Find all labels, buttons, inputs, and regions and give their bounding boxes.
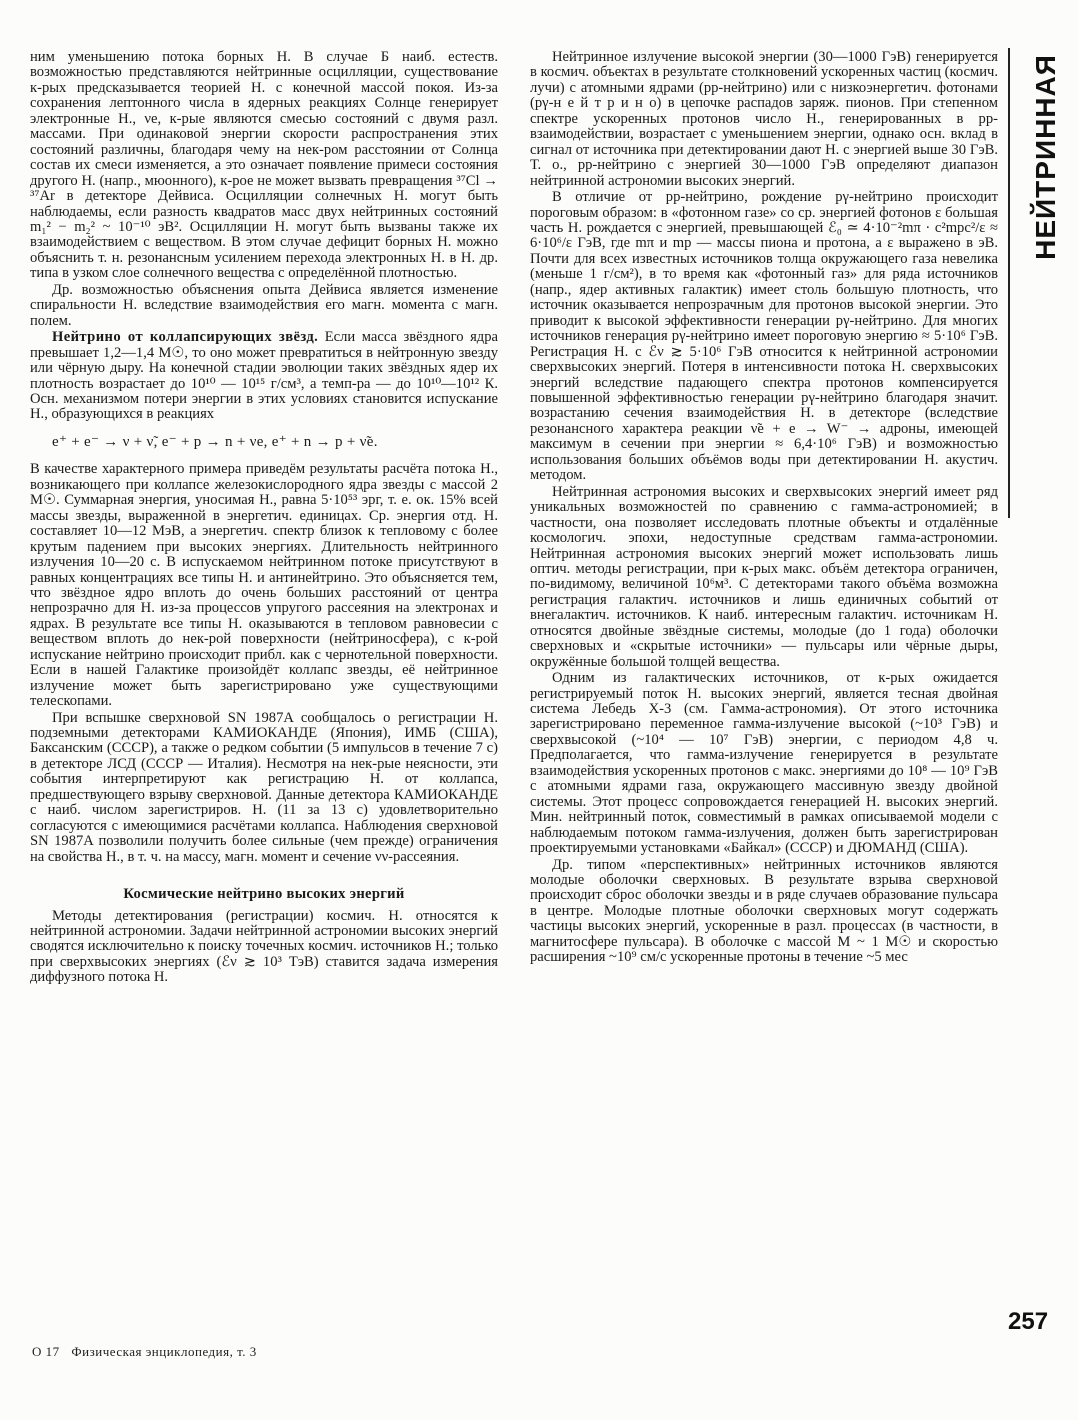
left-paragraph-2: Др. возможностью объяснения опыта Дейвиса является изменение спиральности Н. вследствие взаимодействия его магн. момента с магн. полем.	[30, 281, 498, 329]
left-paragraph-6: Методы детектирования (регистрации) космич. Н. относятся к нейтринной астрономии. Задачи нейтринной астрономии высоких энергий сводятся исключительно к поиску точечных космич. источников Н.; только при сверхвысоких энергиях (ℰν ≳ 10³ ТэВ) ставится задача измерения диффузного потока Н.	[30, 907, 498, 986]
right-column	[530, 50, 998, 966]
reaction-formula: e⁺ + e⁻ → ν + ν̃, e⁻ + p → n + νe, e⁺ + n → p + ν̃e.	[52, 433, 378, 450]
left-paragraph-3	[30, 330, 498, 423]
footer-mark: О 17	[32, 1344, 60, 1359]
footer	[32, 1344, 257, 1360]
left-paragraph-1: ним уменьшению потока борных Н. В случае Б наиб. естеств. возможностью представляются нейтринные осцилляции, существование к-рых предсказывается теорией Н. с конечной массой покоя. Из-за сохранения лептонного числа в ядерных реакциях Солнце генерирует электронные Н., νe, к-рые являются смесью состояний с двумя разл. массами. При одинаковой энергии скорости распространения этих состояний различны, благодаря чему на нек-ром расстоянии от Солнца состав их смеси изменяется, а это означает появление примеси состояния другого Н. (напр., мюонного), к-рое не может вызвать превращения ³⁷Cl → ³⁷Ar в детекторе Дейвиса. Осцилляции солнечных Н. могут быть наблюдаемы, если разность квадратов масс двух нейтринных состояний m₁² − m₂² ~ 10⁻¹⁰ эВ². Осцилляции Н. могут быть вызваны также их взаимодействием с веществом. В этом случае дефицит борных Н. можно объяснить т. н. резонансным усилением перехода электронных Н. в Н. др. типа в узком слое солнечного вещества с определённой плотностью.	[30, 49, 498, 282]
right-paragraph-3: Нейтринная астрономия высоких и сверхвысоких энергий имеет ряд уникальных возможностей по сравнению с гамма-астрономией; в частности, она позволяет исследовать плотные объекты и отдалённые космологич. эпохи, недоступные средствам гамма-астрономии. Нейтринная астрономия высоких энергий может использовать лишь оптич. методы регистрации, при к-рых макс. объём детектора ограничен, по-видимому, величиной 10⁶м³. С детекторами такого объёма возможна регистрация галактич. источников и лишь единичных событий от внегалактич. источников. К наиб. интересным галактич. источникам Н. относятся двойные звёздные системы, молодые (до 1 года) оболочки сверхновых и «скрытые источники» — пульсары или чёрные дыры, окружённые большой толщей вещества.	[530, 483, 998, 670]
page-number: 257	[1008, 1308, 1049, 1335]
left-column	[30, 50, 498, 986]
left-paragraph-3-text: Если масса звёздного ядра превышает 1,2—1,4 M☉, то оно может превратиться в нейтронную звезду или чёрную дыру. На конечной стадии эволюции таких звёздных ядер их плотность возрастает до 10¹⁰ — 10¹⁵ г/см³, а темп-ра — до 10¹⁰—10¹² К. Осн. механизмом потери энергии в этих условиях становится испускание Н., образующихся в реакциях	[30, 329, 498, 423]
collapse-heading: Нейтрино от коллапсирующих звёзд.	[52, 329, 319, 346]
left-paragraph-5: При вспышке сверхновой SN 1987A сообщалось о регистрации Н. подземными детекторами КАМИОКАНДЕ (Япония), ИМБ (США), Баксанским (СССР), а также о редком событии (5 импульсов в течение 7 с) в детекторе ЛСД (СССР — Италия). Несмотря на нек-рые неясности, эти события интерпретируют как регистрацию Н. от коллапса, предшествующего взрыву сверхновой. Данные детектора КАМИОКАНДЕ с наиб. числом зарегистриров. Н. (11 за 13 с) удовлетворительно согласуются с имеющимися расчётами коллапса. Наблюдения сверхновой SN 1987A позволили получить более сильные (чем прежде) ограничения на свойства Н., в т. ч. на массу, магн. момент и сечение νν-рассеяния.	[30, 709, 498, 865]
side-rule	[1008, 48, 1010, 518]
right-paragraph-4: Одним из галактических источников, от к-рых ожидается регистрируемый поток Н. высоких энергий, является тесная двойная система Лебедь X-3 (см. Гамма-астрономия). От этого источника зарегистрировано переменное гамма-излучение высокой (~10³ ГэВ) и сверхвысокой (~10⁴ — 10⁷ ГэВ) энергии, с периодом 4,8 ч. Предполагается, что гамма-излучение генерируется в результате взаимодействия ускоренных протонов с макс. энергиями до 10⁸ — 10⁹ ГэВ с атомными ядрами газа, окружающего массивную звезду двойной системы. Этот процесс сопровождается генерацией Н. высоких энергий. Мин. нейтринный поток, совместимый в рамках описываемой модели с наблюдаемым потоком гамма-излучения, должен быть зарегистрирован проектируемыми установками «Байкал» (СССР) и ДЮМАНД (США).	[530, 670, 998, 857]
right-paragraph-2: В отличие от pp-нейтрино, рождение pγ-нейтрино происходит пороговым образом: в «фотонном газе» со ср. энергией фотонов ε большая часть Н. рождается с энергией, превышающей ℰ₀ ≃ 4·10⁻²mπ · c²mpc²/ε ≈ 6·10⁶/ε ГэВ, где mπ и mp — массы пиона и протона, а ε выражено в эВ. Почти для всех известных источников толща окружающего газа невелика (меньше 1 г/см²), в то время как «фотонный газ» для ряда источников (напр., ядер активных галактик) имеет столь большую плотность, что источник оказывается непрозрачным для протонов высокой энергии. Это приводит к высокой эффективности генерации pγ-нейтрино. Для многих источников генерация pγ-нейтрино имеет пороговую энергию ≈ 5·10⁶ ГэВ. Регистрация Н. с ℰν ≳ 5·10⁶ ГэВ относится к нейтринной астрономии сверхвысоких энергий. Потеря в интенсивности потока Н. сверхвысоких энергий вследствие падающего спектра протонов компенсируется повышенной эффективностью генерации pγ-нейтрино благодаря значит. возрастанию сечения взаимодействия Н. в детекторе (вследствие резонансного характера реакции ν̃e + e → W⁻ → адроны, имеющей максимум в сечении при энергии ≈ 6,4·10⁶ ГэВ) и возможностью использования больших объёмов воды при детектировании Н. акустич. методом.	[530, 189, 998, 484]
left-paragraph-4: В качестве характерного примера приведём результаты расчёта потока Н., возникающего при коллапсе железокислородного ядра звезды с массой 2 M☉. Суммарная энергия, уносимая Н., равна 5·10⁵³ эрг, т. е. ок. 15% всей массы звезды, выраженной в энергетич. единицах. Ср. энергия отд. Н. составляет 10—12 МэВ, а энергетич. спектр близок к тепловому с более крутым падением при высоких энергиях. Длительность нейтринного излучения 10—20 с. В испускаемом нейтринном потоке присутствуют в равных концентрациях все типы Н. и антинейтрино. Это объясняется тем, что звёздное ядро вплоть до очень больших расстояний от центра непрозрачно для Н. из-за процессов упругого рассеяния на электронах и ядрах. В результате все типы Н. оказываются в тепловом равновесии с веществом вплоть до нек-рой поверхности (нейтриносфера), с к-рой испускание нейтрино происходит прибл. как с чернотельной поверхности. Если в нашей Галактике произойдёт коллапс звезды, её нейтринное излучение может быть зарегистрировано уже существующими телескопами.	[30, 461, 498, 710]
side-title-text: НЕЙТРИННАЯ	[1030, 54, 1061, 260]
right-paragraph-5: Др. типом «перспективных» нейтринных источников являются молодые оболочки сверхновых. В результате взрыва сверхновой происходит сброс оболочки звезды и в ряде случаев образование пульсара в центре. Молодые плотные оболочки сверхновых могут содержать частицы высоких энергий, ускоренные в разл. процессах (в частности, в магнитосфере пульсара). В оболочке с массой M ~ 1 M☉ и скоростью расширения ~10⁹ см/с ускоренные протоны в течение ~5 мес	[530, 856, 998, 966]
footer-text: Физическая энциклопедия, т. 3	[71, 1344, 257, 1359]
right-paragraph-1: Нейтринное излучение высокой энергии (30—1000 ГэВ) генерируется в космич. объектах в результате столкновений ускоренных частиц (космич. лучи) с атомными ядрами (pp-нейтрино) или с низкоэнергетич. фотонами (pγ-н е й т р и н о) в цепочке распадов заряж. пионов. При степенном спектре ускоренных протонов число Н., генерированных в pp-взаимодействии, возрастает с уменьшением энергии, однако осн. вклад в сигнал от источника при детектировании дают Н. с энергией выше 30 ГэВ. Т. о., pp-нейтрино с энергией 30—1000 ГэВ определяют диапазон нейтринной астрономии высоких энергий.	[530, 49, 998, 189]
side-title	[1026, 46, 1066, 268]
section-title: Космические нейтрино высоких энергий	[123, 886, 405, 903]
